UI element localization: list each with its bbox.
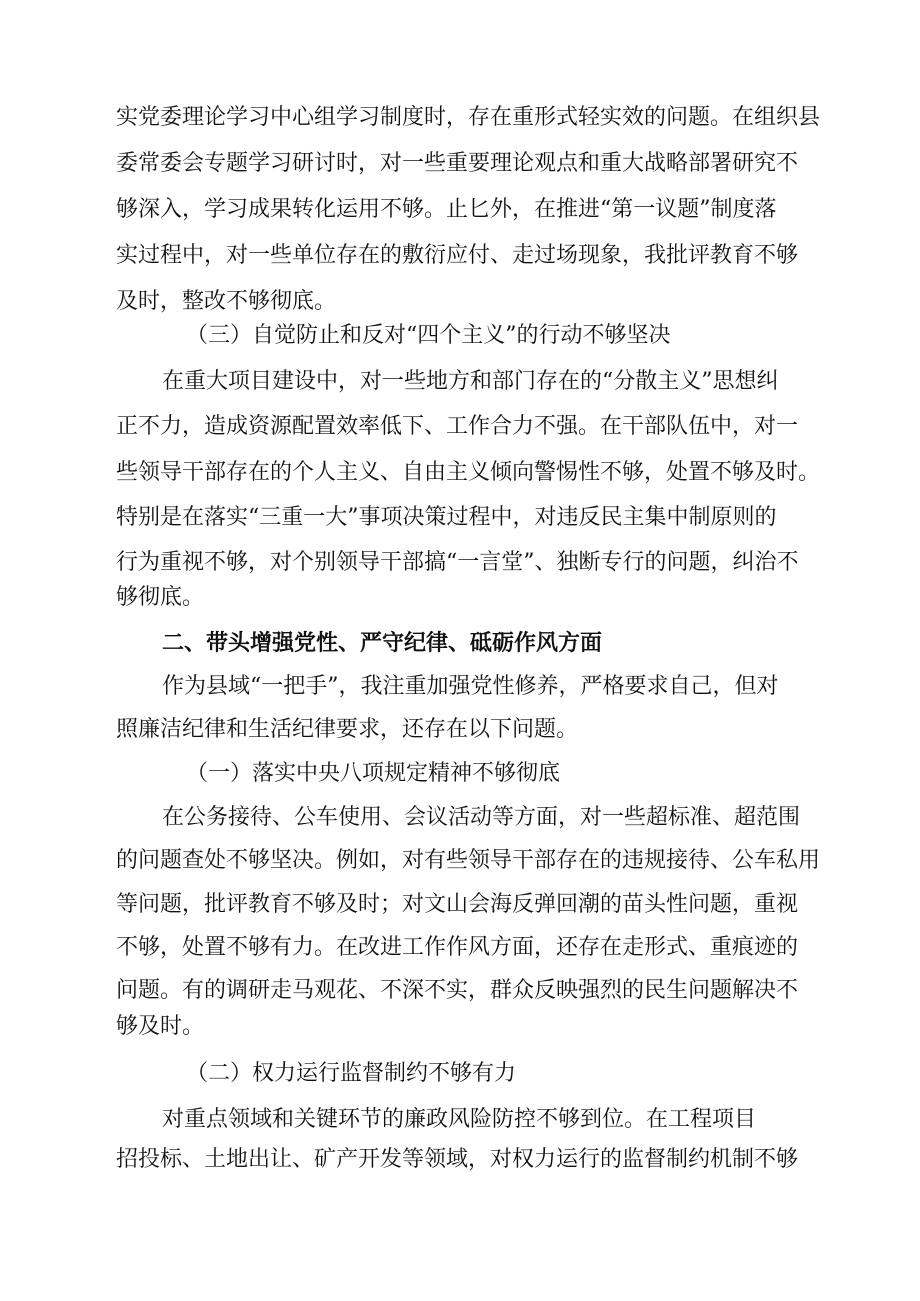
paragraph-first-line: 在公务接待、公车使用、会议活动等方面，对一些超标准、超范围 (162, 805, 801, 830)
body-line: 委常委会专题学习研讨时，对一些重要理论观点和重大战略部署研究不 (116, 151, 799, 176)
body-line: 够及时。 (116, 1014, 205, 1039)
body-line: 够彻底。 (116, 585, 205, 610)
body-line: 照廉洁纪律和生活纪律要求，还存在以下问题。 (116, 717, 579, 742)
subsection-heading: （二）权力运行监督制约不够有力 (186, 1061, 517, 1086)
paragraph-first-line: 在重大项目建设中，对一些地方和部门存在的“分散主义”思想纠 (162, 369, 779, 394)
subsection-heading: （三）自觉防止和反对“四个主义”的行动不够坚决 (186, 323, 671, 348)
subsection-heading: （一）落实中央八项规定精神不够彻底 (186, 761, 561, 786)
body-line: 问题。有的调研走马观花、不深不实，群众反映强烈的民生问题解决不 (116, 978, 799, 1003)
paragraph-first-line: 对重点领域和关键环节的廉政风险防控不够到位。在工程项目 (162, 1107, 757, 1132)
body-line: 的问题查处不够坚决。例如，对有些领导干部存在的违规接待、公车私用 (116, 848, 821, 873)
body-line: 实党委理论学习中心组学习制度时，存在重形式轻实效的问题。在组织县 (116, 105, 821, 130)
body-line: 正不力，造成资源配置效率低下、工作合力不强。在干部队伍中，对一 (116, 414, 799, 439)
section-heading: 二、带头增强党性、严守纪律、砥砺作风方面 (162, 630, 603, 656)
body-line: 不够，处置不够有力。在改进工作作风方面，还存在走形式、重痕迹的 (116, 935, 799, 960)
body-line: 特别是在落实“三重一大”事项决策过程中，对违反民主集中制原则的 (116, 505, 777, 530)
body-line: 行为重视不够，对个别领导干部搞“一言堂”、独断专行的问题，纠治不 (116, 550, 799, 575)
body-line: 些领导干部存在的个人主义、自由主义倾向警惕性不够，处置不够及时。 (116, 460, 821, 485)
body-line: 实过程中，对一些单位存在的敷衍应付、走过场现象，我批评教育不够 (116, 243, 799, 268)
paragraph-first-line: 作为县域“一把手”，我注重加强党性修养，严格要求自己，但对 (162, 674, 779, 699)
body-line: 等问题，批评教育不够及时；对文山会海反弹回潮的苗头性问题，重视 (116, 892, 799, 917)
body-line: 招投标、土地出让、矿产开发等领域，对权力运行的监督制约机制不够 (116, 1147, 799, 1172)
body-line: 够深入，学习成果转化运用不够。止匕外，在推进“第一议题”制度落 (116, 197, 777, 222)
body-line: 及时，整改不够彻底。 (116, 289, 337, 314)
